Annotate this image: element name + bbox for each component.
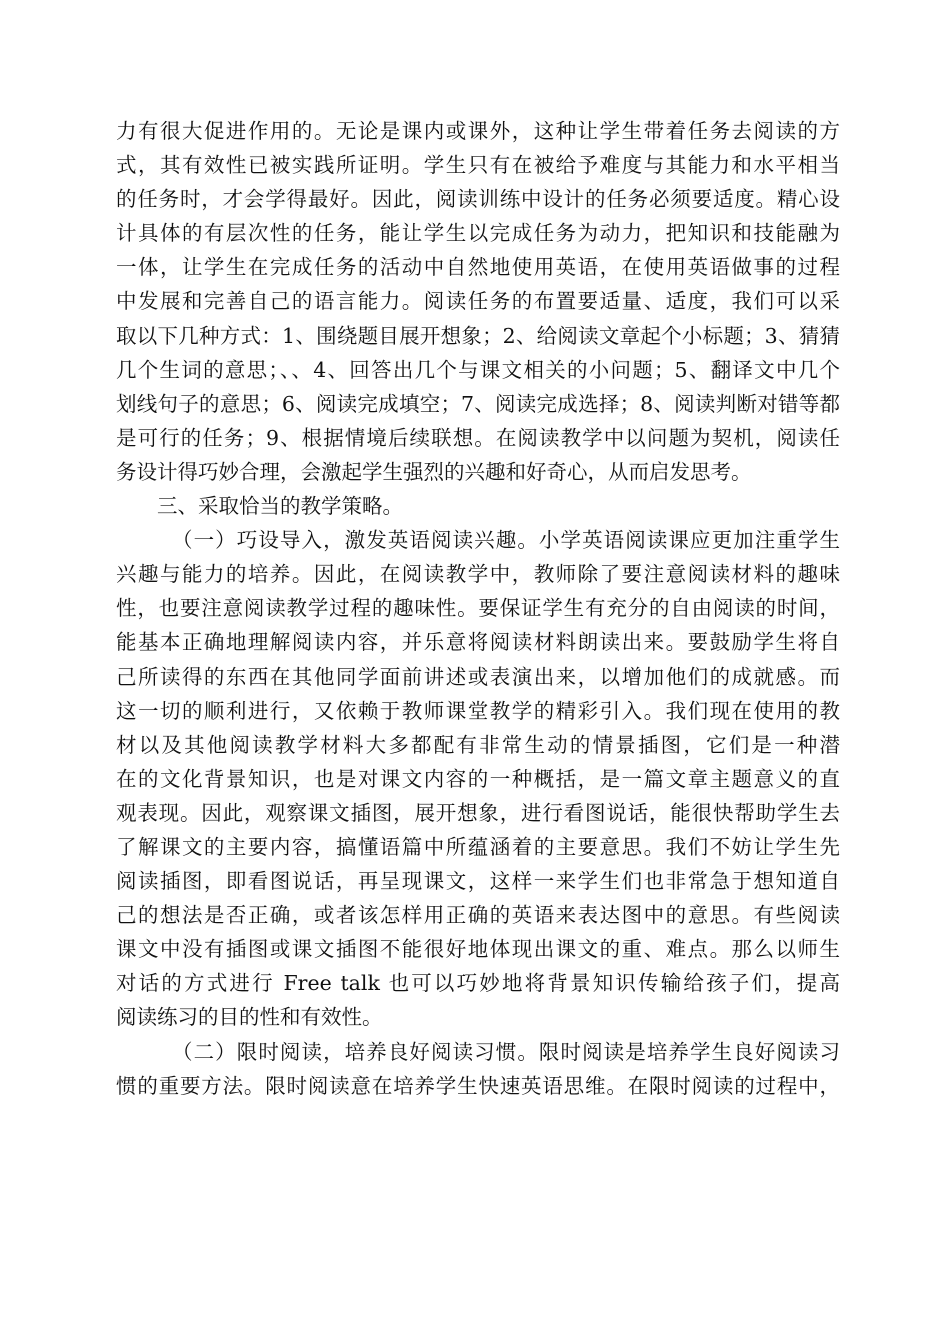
text-line: 务设计得巧妙合理，会激起学生强烈的兴趣和好奇心，从而启发思考。 [116, 459, 752, 484]
text-line: 阅读练习的目的性和有效性。 [116, 1005, 383, 1030]
text-line: 划线句子的意思；6、阅读完成填空；7、阅读完成选择；8、阅读判断对错等都 [116, 391, 840, 416]
text-line: （二）限时阅读，培养良好阅读习惯。限时阅读是培养学生良好阅读习 [172, 1039, 840, 1064]
text-line: 的任务时，才会学得最好。因此，阅读训练中设计的任务必须要适度。精心设 [116, 187, 840, 212]
text-line: 性，也要注意阅读教学过程的趣味性。要保证学生有充分的自由阅读的时间， [116, 596, 840, 621]
text-line: 力有很大促进作用的。无论是课内或课外，这种让学生带着任务去阅读的方 [116, 119, 840, 143]
text-line: 取以下几种方式：1、围绕题目展开想象；2、给阅读文章起个小标题；3、猜猜 [116, 323, 840, 348]
text-line: 对话的方式进行 Free talk 也可以巧妙地将背景知识传输给孩子们，提高 [116, 971, 840, 996]
text-line: 计具体的有层次性的任务，能让学生以完成任务为动力，把知识和技能融为 [116, 221, 840, 246]
text-line: （一）巧设导入，激发英语阅读兴趣。小学英语阅读课应更加注重学生 [172, 528, 840, 553]
text-line: 中发展和完善自己的语言能力。阅读任务的布置要适量、适度，我们可以采 [116, 289, 840, 314]
body-text [116, 114, 840, 1103]
text-line: 观表现。因此，观察课文插图，展开想象，进行看图说话，能很快帮助学生去 [116, 800, 840, 825]
text-line: 能基本正确地理解阅读内容，并乐意将阅读材料朗读出来。要鼓励学生将自 [116, 630, 840, 655]
text-line: 己所读得的东西在其他同学面前讲述或表演出来，以增加他们的成就感。而 [116, 664, 840, 689]
text-line: 惯的重要方法。限时阅读意在培养学生快速英语思维。在限时阅读的过程中， [116, 1073, 840, 1098]
text-line: 几个生词的意思；、、4、回答出几个与课文相关的小问题；5、翻译文中几个 [116, 357, 840, 382]
text-line: 阅读插图，即看图说话，再呈现课文，这样一来学生们也非常急于想知道自 [116, 869, 840, 894]
text-line: 课文中没有插图或课文插图不能很好地体现出课文的重、难点。那么以师生 [116, 937, 840, 962]
text-line: 了解课文的主要内容，搞懂语篇中所蕴涵着的主要意思。我们不妨让学生先 [116, 834, 840, 859]
text-line: 这一切的顺利进行，又依赖于教师课堂教学的精彩引入。我们现在使用的教 [116, 698, 840, 723]
text-line: 材以及其他阅读教学材料大多都配有非常生动的情景插图，它们是一种潜 [116, 732, 840, 757]
text-line: 己的想法是否正确，或者该怎样用正确的英语来表达图中的意思。有些阅读 [116, 903, 840, 928]
text-line: 是可行的任务；9、根据情境后续联想。在阅读教学中以问题为契机，阅读任 [116, 425, 840, 450]
text-line: 兴趣与能力的培养。因此，在阅读教学中，教师除了要注意阅读材料的趣味 [116, 562, 840, 587]
text-line: 式，其有效性已被实践所证明。学生只有在被给予难度与其能力和水平相当 [116, 153, 840, 178]
text-line: 一体，让学生在完成任务的活动中自然地使用英语，在使用英语做事的过程 [116, 255, 840, 280]
text-line: 在的文化背景知识，也是对课文内容的一种概括，是一篇文章主题意义的直 [116, 766, 840, 791]
section-heading: 三、采取恰当的教学策略。 [157, 494, 403, 519]
